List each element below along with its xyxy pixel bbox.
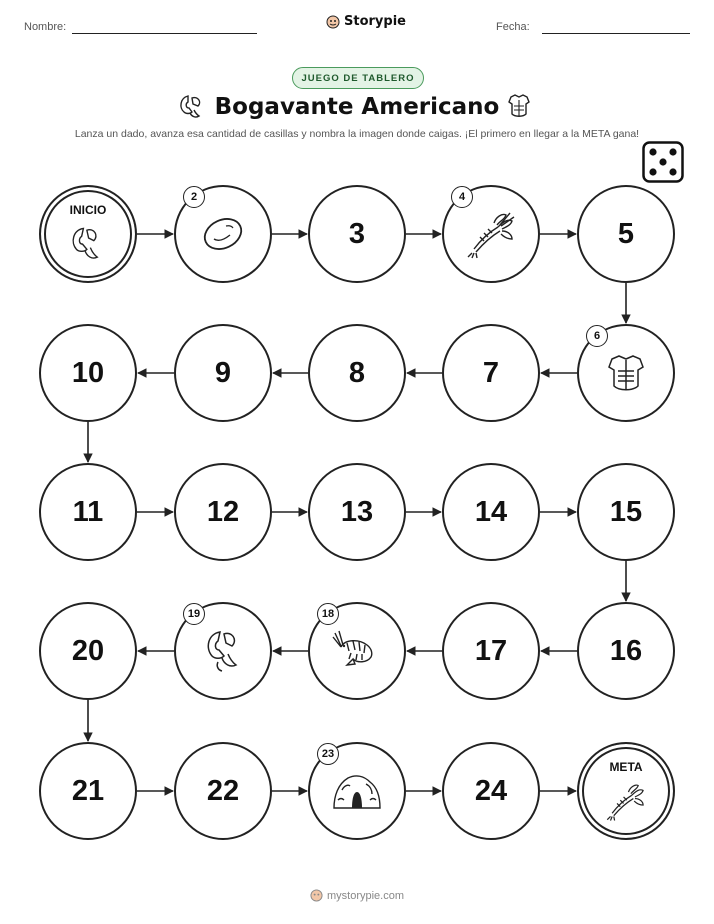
board-cell-5 (577, 185, 675, 283)
cell-number: 7 (482, 356, 500, 389)
cell-number-tag: 23 (317, 743, 339, 765)
cell-number: 8 (348, 356, 366, 389)
cell-number: 14 (474, 495, 508, 528)
claw-icon (200, 626, 246, 676)
cell-number-tag: 4 (451, 186, 473, 208)
egg-icon (198, 213, 248, 255)
shrimp-icon (331, 629, 383, 673)
cell-number: 13 (340, 495, 374, 528)
board-cell-3 (308, 185, 406, 283)
cell-number: 5 (617, 217, 635, 250)
cell-number: 24 (474, 774, 508, 807)
cell-number: 20 (71, 634, 105, 667)
cell-number: 16 (609, 634, 643, 667)
lobster-icon (464, 209, 518, 259)
cell-number: 12 (206, 495, 240, 528)
cell-number-tag: 18 (317, 603, 339, 625)
board-cell-24 (442, 742, 540, 840)
footer (310, 889, 404, 902)
footer-url[interactable]: mystorypie.com (327, 889, 405, 902)
start-cell (39, 185, 137, 283)
finish-cell (577, 742, 675, 840)
cell-number: 11 (72, 495, 104, 528)
start-label: INICIO (69, 203, 107, 217)
game-type-badge: JUEGO DE TABLERO (292, 67, 424, 89)
board-cell-22 (174, 742, 272, 840)
page-title: Bogavante Americano (214, 94, 500, 120)
board-cell-2 (174, 185, 272, 283)
name-label: Nombre: (24, 21, 67, 33)
board-cell-8 (308, 324, 406, 422)
board-cell-17 (442, 602, 540, 700)
board-cell-16 (577, 602, 675, 700)
armor-icon (604, 351, 648, 395)
date-label: Fecha: (496, 21, 530, 33)
board-cell-13 (308, 463, 406, 561)
board-cell-15 (577, 463, 675, 561)
board-cell-4 (442, 185, 540, 283)
board-cell-21 (39, 742, 137, 840)
board-cell-19 (174, 602, 272, 700)
cave-icon (330, 770, 384, 812)
board-cell-12 (174, 463, 272, 561)
claw-icon (66, 223, 106, 272)
lobster-icon (604, 780, 648, 827)
finish-label: META (609, 760, 643, 774)
board-cell-7 (442, 324, 540, 422)
cell-number: 3 (348, 217, 366, 250)
brand-name: Storypie (344, 14, 406, 29)
cell-number: 15 (609, 495, 643, 528)
board-cell-23 (308, 742, 406, 840)
board-cell-14 (442, 463, 540, 561)
cell-number: 17 (474, 634, 508, 667)
cell-number-tag: 6 (586, 325, 608, 347)
board-cell-18 (308, 602, 406, 700)
cell-number: 21 (71, 774, 105, 807)
cell-number: 22 (206, 774, 240, 807)
storypie-footer-icon (310, 889, 323, 902)
board-cell-9 (174, 324, 272, 422)
board-cell-20 (39, 602, 137, 700)
cell-number: 9 (214, 356, 232, 389)
cell-number: 10 (71, 356, 105, 389)
board-cell-10 (39, 324, 137, 422)
cell-number-tag: 19 (183, 603, 205, 625)
instructions: Lanza un dado, avanza esa cantidad de casillas y nombra la imagen donde caigas. ¡El primero en llegar a la META gana! (74, 128, 640, 140)
cell-number-tag: 2 (183, 186, 205, 208)
board-cell-11 (39, 463, 137, 561)
board-cell-6 (577, 324, 675, 422)
